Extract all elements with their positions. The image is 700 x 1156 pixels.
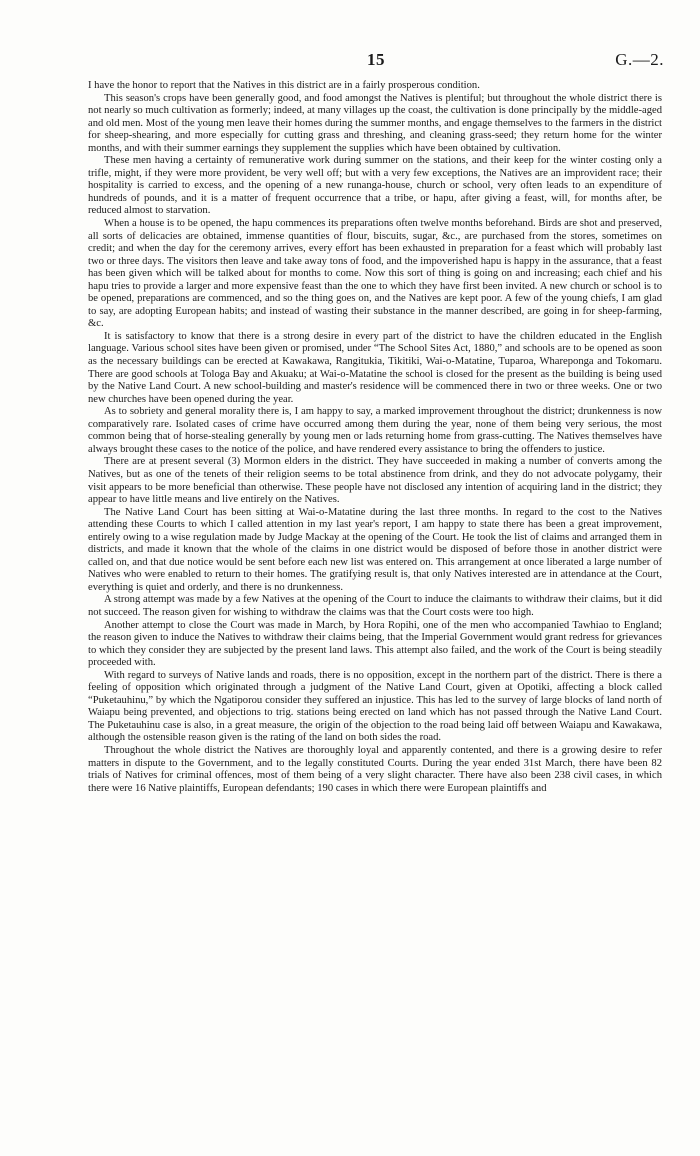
paragraph: There are at present several (3) Mormon elders in the district. They have succeeded in making a number of converts among the Natives, but as one of the tenets of their religion seems to be total abstinence from drink, and they do not advocate polygamy, their visit appears to be more beneficial than otherwise. These people have not disclosed any intention of acquiring land in the district; they appear to have little means and live entirely on the Natives. (88, 456, 662, 506)
paragraph: I have the honor to report that the Natives in this district are in a fairly prosperous condition. (88, 80, 480, 91)
page-number: 15 (367, 50, 385, 69)
document-reference: G.—2. (615, 50, 664, 69)
paragraph: Throughout the whole district the Natives are thoroughly loyal and apparently contented, and there is a growing desire to refer matters in dispute to the Government, and to the legally constituted Courts. During the year ended 31st March, there have been 82 trials of Natives for criminal offences, most of them being of a very slight character. There have also been 238 civil cases, in which there were 16 Native plaintiffs, European defendants; 190 cases in which there were European plaintiffs and (88, 744, 662, 794)
report-body (88, 80, 662, 795)
paragraph: Another attempt to close the Court was made in March, by Hora Ropihi, one of the men who accompanied Tawhiao to England; the reason given to induce the Natives to withdraw their claims being, that the Imperial Government would grant redress for grievances to which they consider they are subjected by the present land laws. This attempt also failed, and the work of the Court is being steadily proceeded with. (88, 619, 662, 669)
page-header (88, 50, 664, 72)
paragraph: It is satisfactory to know that there is a strong desire in every part of the district to have the children educated in the English language. Various school sites have been given or promised, under “The School Sites Act, 1880,” and schools are to be opened as soon as the necessary buildings can be erected at Kawakawa, Rangitukia, Tikitiki, Wai-o-Matatine, Tuparoa, Whareponga and Tokomaru. There are good schools at Tologa Bay and Akuaku; at Wai-o-Matatine the school is closed for the present as the building is being used by the Native Land Court. A new school-building and master's residence will be commenced there in two or three weeks. One or two new churches have been opened during the year. (88, 330, 662, 405)
paragraph: A strong attempt was made by a few Natives at the opening of the Court to induce the claimants to withdraw their claims, but it did not succeed. The reason given for wishing to withdraw the claims was that the Court costs were too high. (88, 594, 662, 618)
paragraph: As to sobriety and general morality there is, I am happy to say, a marked improvement throughout the district; drunkenness is now comparatively rare. Isolated cases of crime have occurred among them during the year, none of them being very serious, the most common being that of horse-stealing generally by young men or lads returning home from grass-cutting. The Natives themselves have always brought these cases to the notice of the police, and have rendered every assistance to bring the offenders to justice. (88, 406, 662, 455)
paragraph: When a house is to be opened, the hapu commences its preparations often twelve months beforehand. Birds are shot and preserved, all sorts of delicacies are obtained, immense quantities of flour, biscuits, sugar, &c., are purchased from the stores, sometimes on credit; and when the day for the ceremony arrives, every effort has been exhausted in preparation for a feast which will probably last two or three days. The visitors then leave and take away tons of food, and the impoverished hapu is happy in the assurance, that a feast has been given which will be talked about for months to come. Now this sort of thing is going on and increasing; each chief and his hapu tries to provide a larger and more expensive feast than the one to which they have first been invited. A new church or school is to be opened, preparations are commenced, and so the thing goes on, and the Natives are kept poor. A few of the young chiefs, I am glad to say, are adopting European habits; and instead of wasting their substance in the manner described, are going in for sheep-farming, &c. (88, 218, 662, 330)
paragraph: This season's crops have been generally good, and food amongst the Natives is plentiful; but throughout the whole district there is not nearly so much cultivation as formerly; indeed, at many villages up the coast, the cultivation is done principally by the middle-aged and old men. Most of the young men leave their homes during the summer months, and engage themselves to the farmers in the district for sheep-shearing, and more especially for cutting grass and threshing, and cleaning grass-seed; they return home for the winter months, and with their summer earnings they supplement the supplies which have been obtained by cultivation. (88, 92, 662, 154)
paragraph: These men having a certainty of remunerative work during summer on the stations, and their keep for the winter costing only a trifle, might, if they were more provident, be very well off; but with a very few exceptions, the Natives are an improvident race; their hospitality is carried to excess, and the opening of a new runanga-house, church or school, very often leads to an expenditure of hundreds of pounds, and it is a matter of frequent occurrence that a tribe, or hapu, after giving a feast, will, for months after, be reduced almost to starvation. (88, 155, 662, 217)
paragraph: The Native Land Court has been sitting at Wai-o-Matatine during the last three months. In regard to the cost to the Natives attending these Courts to which I called attention in my last year's report, I am happy to state there has been a great improvement, entirely owing to a wise regulation made by Judge Mackay at the opening of the Court. He took the list of claims and arranged them in districts, and made it known that the whole of the claims in one district would be disposed of before those in another district were called on, and that due notice would be sent before each new list was entered on. This arrangement at once liberated a large number of Natives who were enabled to return to their homes. The gratifying result is, that only Natives interested are in attendance at the Court, everything is quiet and orderly, and there is no drunkenness. (88, 506, 662, 593)
paragraph: With regard to surveys of Native lands and roads, there is no opposition, except in the northern part of the district. There is there a feeling of opposition which originated through a judgment of the Native Land Court, given at Opotiki, affecting a block called “Puketauhinu,” by which the Ngatiporou consider they suffered an injustice. This has led to the survey of large blocks of land north of Waiapu being prevented, and objections to trig. stations being erected on land which has not passed through the Native Land Court. The Puketauhinu case is also, in a great measure, the origin of the objection to the road being laid off between Waiapu and Kawakawa, although the ostensible reason given is the rating of the land on both sides the road. (88, 669, 662, 744)
